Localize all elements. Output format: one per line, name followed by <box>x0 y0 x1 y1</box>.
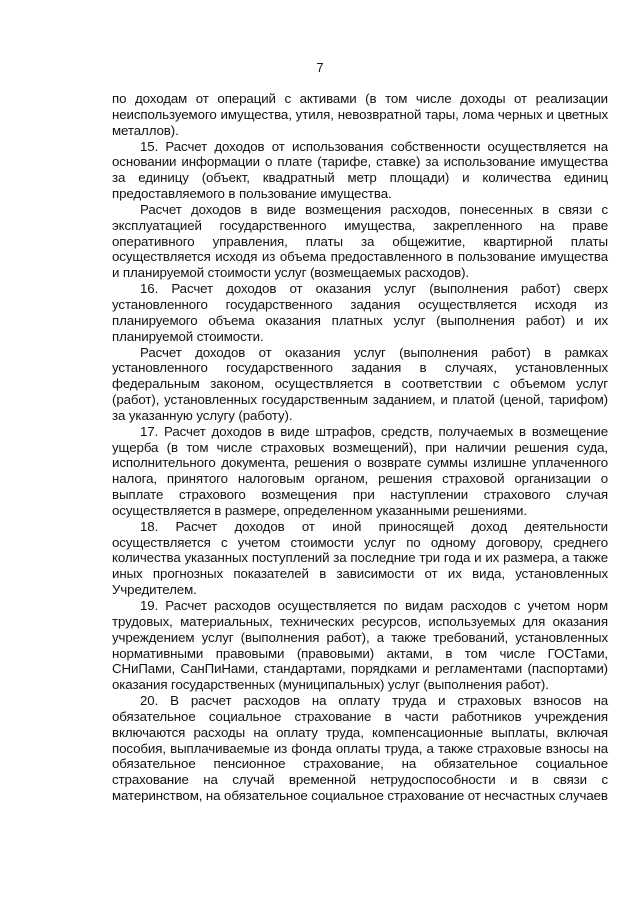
paragraph-16-state-task: Расчет доходов от оказания услуг (выполнения работ) в рамках установленного государственного задания в случаях, установленных федеральным законом, осуществляется в соответствии с объемом услуг (работ), установленных государственным заданием, и платой (ценой, тарифом) за указанную услугу (работу). <box>112 344 608 423</box>
paragraph-18: 18. Расчет доходов от иной приносящей доход деятельности осуществляется с учетом стоимости услуг по одному договору, среднего количества указанных поступлений за последние три года и их размера, а также иных прогнозных показателей в зависимости от их вида, установленных Учредителем. <box>112 518 608 598</box>
paragraph-19: 19. Расчет расходов осуществляется по видам расходов с учетом норм трудовых, материальных, технических ресурсов, используемых для оказания учреждением услуг (выполнения работ), а также требований, установленных нормативными правовыми (правовыми) актами, в том числе ГОСТами, СНиПами, СанПиНами, стандартами, порядками и регламентами (паспортами) оказания государственных (муниципальных) услуг (выполнения работ). <box>112 598 608 693</box>
paragraph-continuation: по доходам от операций с активами (в том числе доходы от реализации неиспользуемого имущества, утиля, невозвратной тары, лома черных и цветных металлов). <box>112 91 608 138</box>
page-number: 7 <box>316 60 324 75</box>
paragraph-20: 20. В расчет расходов на оплату труда и страховых взносов на обязательное социальное страхование в части работников учреждения включаются расходы на оплату труда, компенсационные выплаты, включая пособия, выплачиваемые из фонда оплаты труда, а также страховые взносы на обязательное пенсионное страхование, на обязательное социальное страхование на случай временной нетрудоспособности и в связи с материнством, на обязательное социальное страхование от несчастных случаев <box>112 693 608 804</box>
paragraph-15-reimbursement: Расчет доходов в виде возмещения расходов, понесенных в связи с эксплуатацией государственного имущества, закрепленного на праве оперативного управления, платы за общежитие, квартирной платы осуществляется исходя из объема предоставленного в пользование имущества и планируемой стоимости услуг (возмещаемых расходов). <box>112 201 608 281</box>
paragraph-15: 15. Расчет доходов от использования собственности осуществляется на основании информации о плате (тарифе, ставке) за использование имущества за единицу (объект, квадратный метр площади) и количества единиц предоставляемого в пользование имущества. <box>112 138 608 202</box>
document-body <box>112 91 608 804</box>
paragraph-16: 16. Расчет доходов от оказания услуг (выполнения работ) сверх установленного государственного задания осуществляется исходя из планируемого объема оказания платных услуг (выполнения работ) и их планируемой стоимости. <box>112 281 608 344</box>
paragraph-17: 17. Расчет доходов в виде штрафов, средств, получаемых в возмещение ущерба (в том числе страховых возмещений), при наличии решения суда, исполнительного документа, решения о возврате суммы излишне уплаченного налога, принятого налоговым органом, решения страховой организации о выплате страхового возмещения при наступлении страхового случая осуществляется в размере, определенном указанными решениями. <box>112 423 608 518</box>
